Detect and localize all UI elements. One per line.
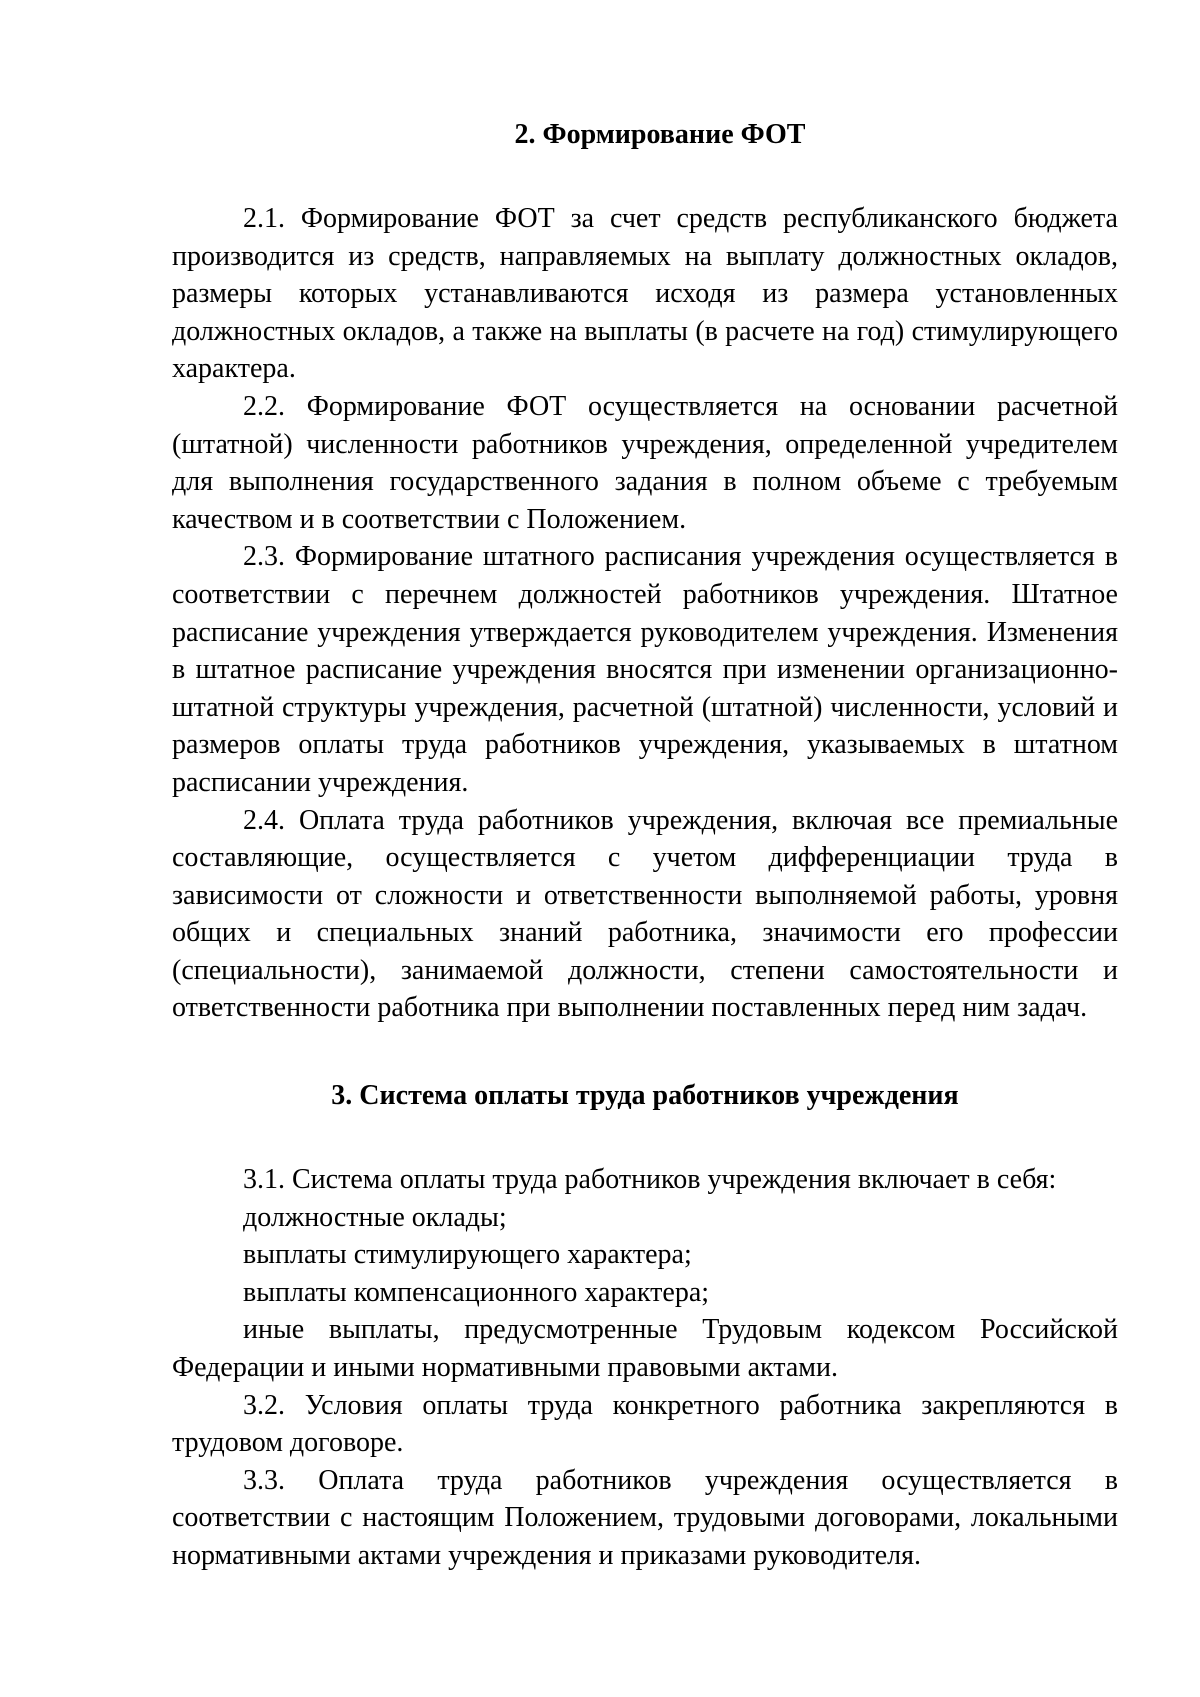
list-item-other-payments: иные выплаты, предусмотренные Трудовым кодексом Российской Федерации и иными нормативными правовыми актами.: [172, 1314, 1118, 1384]
paragraph-3-2: 3.2. Условия оплаты труда конкретного работника закрепляются в трудовом договоре.: [172, 1389, 1118, 1459]
list-item-official-salaries: должностные оклады;: [243, 1201, 507, 1233]
paragraph-2-3: 2.3. Формирование штатного расписания учреждения осуществляется в соответствии с перечнем должностей работников учреждения. Штатное расписание учреждения утверждается руководителем учреждения. Изменения в штатное расписание учреждения вносятся при изменении организационно-штатной структуры учреждения, расчетной (штатной) численности, условий и размеров оплаты труда работников учреждения, указываемых в штатном расписании учреждения.: [172, 541, 1118, 798]
list-item-incentive-payments: выплаты стимулирующего характера;: [243, 1239, 692, 1271]
paragraph-2-1: 2.1. Формирование ФОТ за счет средств республиканского бюджета производится из средств, направляемых на выплату должностных окладов, размеры которых устанавливаются исходя из размера установленных должностных окладов, а также на выплаты (в расчете на год) стимулирующего характера.: [172, 203, 1118, 385]
paragraph-2-4: 2.4. Оплата труда работников учреждения, включая все премиальные составляющие, осуществляется с учетом дифференциации труда в зависимости от сложности и ответственности выполняемой работы, уровня общих и специальных знаний работника, значимости его профессии (специальности), занимаемой должности, степени самостоятельности и ответственности работника при выполнении поставленных перед ним задач.: [172, 804, 1118, 1024]
section-3-heading: 3. Система оплаты труда работников учреждения: [331, 1080, 959, 1112]
section-2-heading: 2. Формирование ФОТ: [514, 119, 806, 150]
list-item-compensation-payments: выплаты компенсационного характера;: [243, 1276, 710, 1308]
paragraph-3-1: 3.1. Система оплаты труда работников учреждения включает в себя:: [243, 1164, 1057, 1196]
heading-spacer: [172, 162, 1118, 200]
paragraph-3-3: 3.3. Оплата труда работников учреждения осуществляется в соответствии с настоящим Положением, трудовыми договорами, локальными нормативными актами учреждения и приказами руководителя.: [172, 1464, 1118, 1571]
document-body: [172, 108, 1118, 1575]
paragraph-2-2: 2.2. Формирование ФОТ осуществляется на основании расчетной (штатной) численности работников учреждения, определенной учредителем для выполнения государственного задания в полном объеме с требуемым качеством и в соответствии с Положением.: [172, 390, 1118, 535]
heading-spacer: [172, 1123, 1118, 1161]
